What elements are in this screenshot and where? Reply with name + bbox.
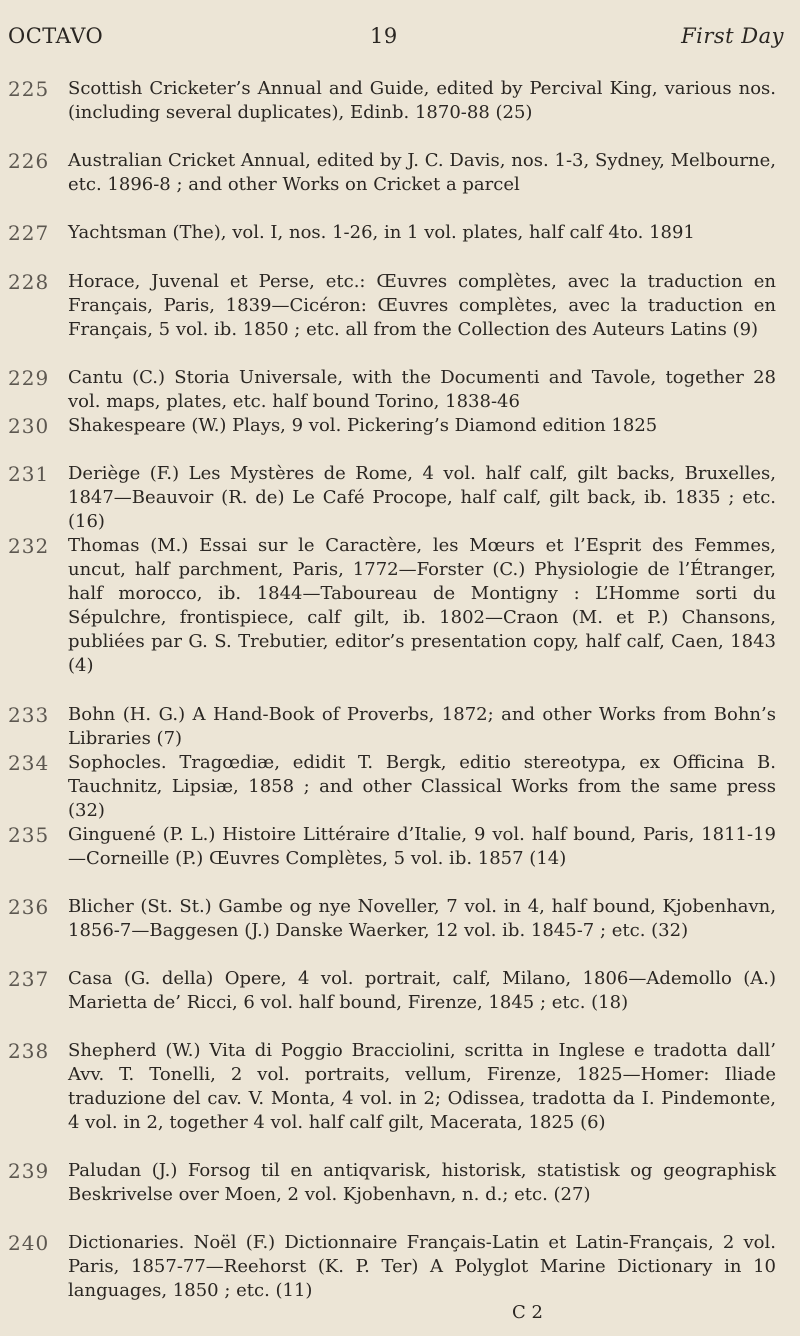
lot-description: Bohn (H. G.) A Hand-Book of Proverbs, 1872; and other Works from Bohn’s Libraries (7) (68, 704, 776, 749)
lot-description: Deriège (F.) Les Mystères de Rome, 4 vol. half calf, gilt backs, Bruxelles, 1847—Beauvoir (R. de) Le Café Procope, half calf, gilt back, ib. 1835 ; etc. (16) (68, 463, 776, 532)
lot-description: Thomas (M.) Essai sur le Caractère, les Mœurs et l’Esprit des Femmes, uncut, half parchment, Paris, 1772—Forster (C.) Physiologie de l’Étranger, half morocco, ib. 1844—Taboureau de Montigny : L’Homme sorti du Sépulchre, frontispiece, calf gilt, ib. 1802—Craon (M. et P.) Chansons, publiées par G. S. Trebutier, editor’s presentation copy, half calf, Caen, 1843 (4) (68, 535, 776, 676)
header-day: First Day (681, 24, 784, 48)
lot-description: Shepherd (W.) Vita di Poggio Bracciolini, scritta in Inglese e tradotta dall’ Avv. T. Tonelli, 2 vol. portraits, vellum, Firenze, 1825—Homer: Iliade traduzione del cav. V. Monta, 4 vol. in 2; Odissea, tradotta da I. Pindemonte, 4 vol. in 2, together 4 vol. half calf gilt, Macerata, 1825 (6) (68, 1040, 776, 1133)
lot-description: Scottish Cricketer’s Annual and Guide, edited by Percival King, various nos. (including several duplicates), Edinb. 1870-88 (25) (68, 78, 776, 123)
lot-description: Australian Cricket Annual, edited by J. C. Davis, nos. 1-3, Sydney, Melbourne, etc. 1896-8 ; and other Works on Cricket a parcel (68, 150, 776, 195)
lot-number: 240 (8, 1231, 50, 1255)
lot-number: 225 (8, 77, 50, 101)
lot-description: Sophocles. Tragœdiæ, edidit T. Bergk, editio stereotypa, ex Officina B. Tauchnitz, Lipsiæ, 1858 ; and other Classical Works from the same press (32) (68, 752, 776, 821)
lot-number: 231 (8, 462, 50, 486)
lot-description: Horace, Juvenal et Perse, etc.: Œuvres complètes, avec la traduction en Français, Paris, 1839—Cicéron: Œuvres complètes, avec la traduction en Français, 5 vol. ib. 1850 ; etc. all from the Collection des Auteurs Latins (9) (68, 271, 776, 340)
lot-description: Cantu (C.) Storia Universale, with the Documenti and Tavole, together 28 vol. maps, plates, etc. half bound Torino, 1838-46 (68, 367, 776, 412)
lot-number: 228 (8, 270, 50, 294)
page-header (8, 24, 784, 54)
lot-number: 239 (8, 1159, 50, 1183)
header-format: OCTAVO (8, 24, 104, 48)
lot-description: Blicher (St. St.) Gambe og nye Noveller, 7 vol. in 4, half bound, Kjobenhavn, 1856-7—Baggesen (J.) Danske Waerker, 12 vol. ib. 1845-7 ; etc. (32) (68, 896, 776, 941)
lot-description: Dictionaries. Noël (F.) Dictionnaire Français-Latin et Latin-Français, 2 vol. Paris, 1857-77—Reehorst (K. P. Ter) A Polyglot Marine Dictionary in 10 languages, 1850 ; etc. (11) (68, 1232, 776, 1301)
page-number: 19 (370, 24, 398, 48)
lot-description: Paludan (J.) Forsog til en antiqvarisk, historisk, statistisk og geographisk Beskrivelse over Moen, 2 vol. Kjobenhavn, n. d.; etc. (27) (68, 1160, 776, 1205)
lot-number: 234 (8, 751, 50, 775)
lot-description: Yachtsman (The), vol. I, nos. 1-26, in 1 vol. plates, half calf 4to. 1891 (68, 222, 695, 243)
lot-number: 227 (8, 221, 50, 245)
lot-number: 238 (8, 1039, 50, 1063)
lot-number: 235 (8, 823, 50, 847)
lot-description: Ginguené (P. L.) Histoire Littéraire d’Italie, 9 vol. half bound, Paris, 1811-19—Corneille (P.) Œuvres Complètes, 5 vol. ib. 1857 (14) (68, 824, 776, 869)
lot-number: 226 (8, 149, 50, 173)
lot-description: Casa (G. della) Opere, 4 vol. portrait, calf, Milano, 1806—Ademollo (A.) Marietta de’ Ricci, 6 vol. half bound, Firenze, 1845 ; etc. (18) (68, 968, 776, 1013)
lot-number: 230 (8, 414, 50, 438)
lot-number: 237 (8, 967, 50, 991)
lot-description: Shakespeare (W.) Plays, 9 vol. Pickering’s Diamond edition 1825 (68, 415, 658, 436)
signature-mark: C 2 (512, 1302, 543, 1323)
lot-number: 229 (8, 366, 50, 390)
lot-number: 233 (8, 703, 50, 727)
lot-number: 232 (8, 534, 50, 558)
lot-number: 236 (8, 895, 50, 919)
